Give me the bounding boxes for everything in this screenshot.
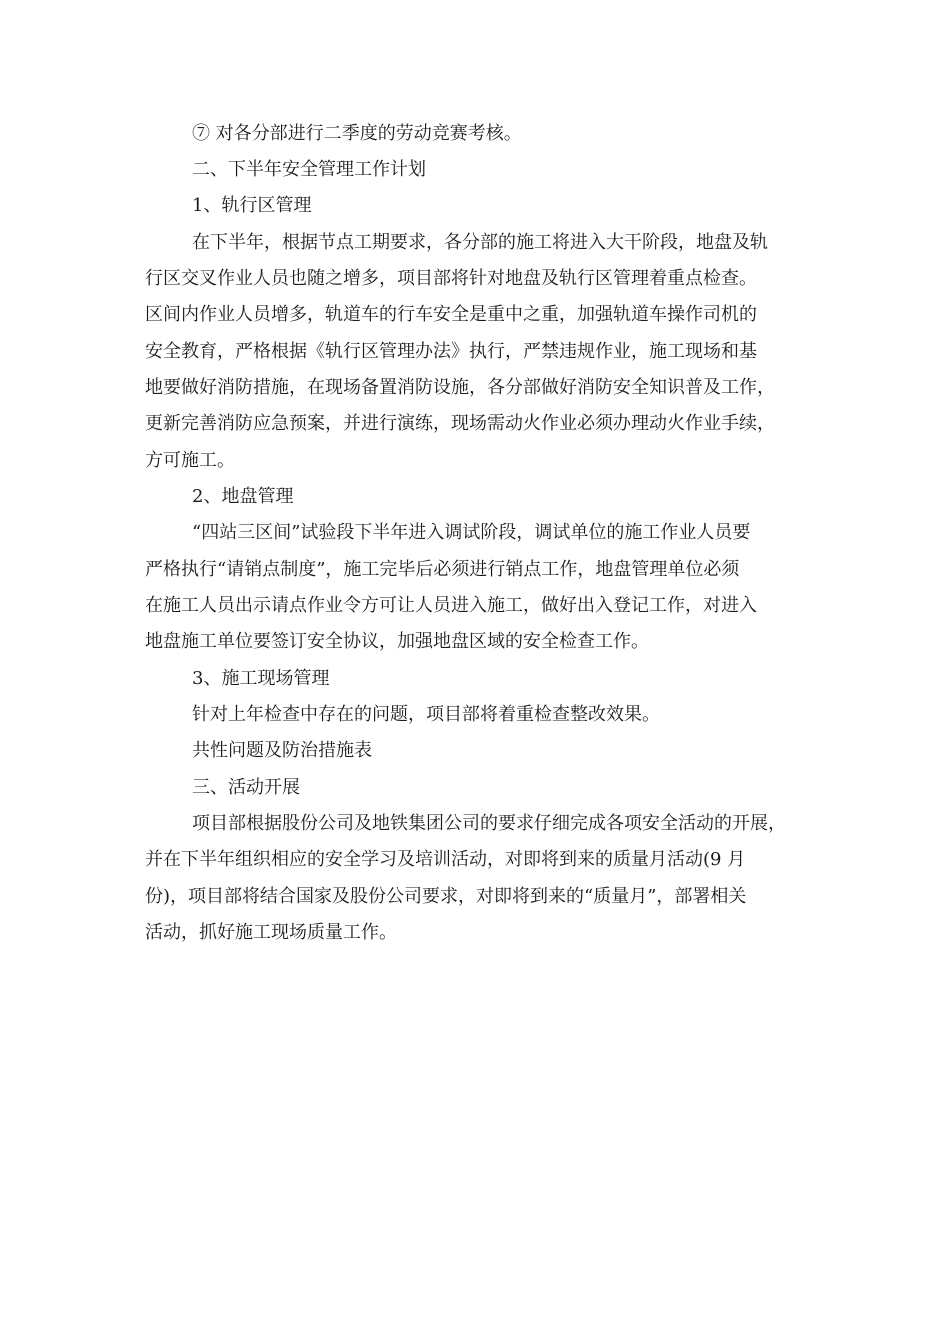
paragraph-line: 严格执行“请销点制度”，施工完毕后必须进行销点工作，地盘管理单位必须 [145,559,740,580]
paragraph-line: 并在下半年组织相应的安全学习及培训活动，对即将到来的质量月活动(9 月 [145,849,746,870]
table-reference: 共性问题及防治措施表 [192,740,372,761]
paragraph-line: 地要做好消防措施，在现场备置消防设施，各分部做好消防安全知识普及工作， [145,377,775,398]
paragraph-line: 在施工人员出示请点作业令方可让人员进入施工，做好出入登记工作，对进入 [145,595,757,616]
paragraph-line: 安全教育，严格根据《轨行区管理办法》执行，严禁违规作业，施工现场和基 [145,341,757,362]
paragraph-line: 份)，项目部将结合国家及股份公司要求，对即将到来的“质量月”，部署相关 [145,886,747,907]
paragraph-line: “四站三区间”试验段下半年进入调试阶段，调试单位的施工作业人员要 [192,522,751,543]
subheading-3: 3、施工现场管理 [192,668,330,689]
paragraph-line: 行区交叉作业人员也随之增多，项目部将针对地盘及轨行区管理着重点检查。 [145,268,757,289]
section-heading-3: 三、活动开展 [192,777,300,798]
subheading-1: 1、轨行区管理 [192,195,312,216]
section-heading-2: 二、下半年安全管理工作计划 [192,159,426,180]
paragraph-line: 活动，抓好施工现场质量工作。 [145,922,397,943]
paragraph-line: 地盘施工单位要签订安全协议，加强地盘区域的安全检查工作。 [145,631,649,652]
paragraph-line: 针对上年检查中存在的问题，项目部将着重检查整改效果。 [192,704,660,725]
subheading-2: 2、地盘管理 [192,486,294,507]
list-item-7: ⑦ 对各分部进行二季度的劳动竞赛考核。 [192,123,522,144]
paragraph-line: 项目部根据股份公司及地铁集团公司的要求仔细完成各项安全活动的开展， [192,813,786,834]
paragraph-line: 更新完善消防应急预案，并进行演练，现场需动火作业必须办理动火作业手续， [145,413,775,434]
paragraph-line: 在下半年，根据节点工期要求，各分部的施工将进入大干阶段，地盘及轨 [192,232,768,253]
paragraph-line: 方可施工。 [145,450,235,471]
paragraph-line: 区间内作业人员增多，轨道车的行车安全是重中之重，加强轨道车操作司机的 [145,304,757,325]
